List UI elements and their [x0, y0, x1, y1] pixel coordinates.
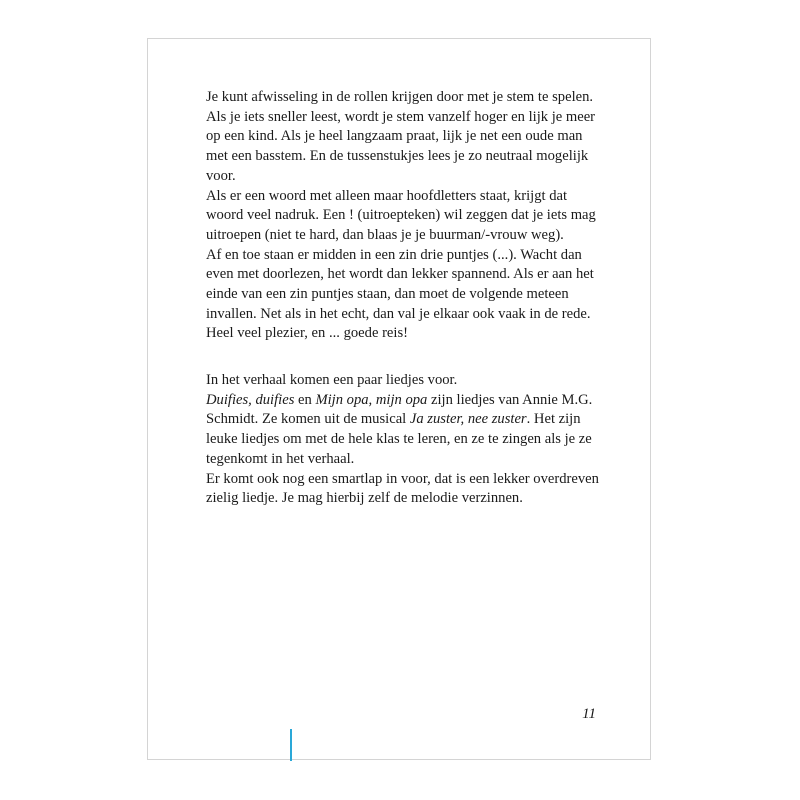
page-number: 11: [582, 706, 596, 722]
songs-connector-one: en: [294, 391, 316, 408]
paragraph-smartlap: Er komt ook nog een smartlap in voor, dat is een lekker overdreven zielig liedje. Je mag hierbij zelf de melodie verzinnen.: [206, 470, 599, 507]
paragraph-farewell: Heel veel plezier, en ... goede reis!: [206, 325, 409, 342]
songs-ending: . Het zijn leuke liedjes om met de hele klas te leren, en ze te zingen als je ze tegenkomt in het verhaal.: [206, 411, 592, 467]
paragraph-songs-intro: In het verhaal komen een paar liedjes voor.: [206, 372, 458, 388]
text-section-one: [206, 88, 606, 344]
paragraph-ellipsis: Af en toe staan er midden in een zin drie puntjes (...). Wacht dan even met doorlezen, het wordt dan lekker spannend. Als er aan het einde van een zin puntjes staan, dan moet de volgende meteen invallen. Net als in het echt, dan val je elkaar ook vaak in de rede.: [206, 246, 594, 322]
text-section-two: [206, 371, 606, 509]
musical-title: Ja zuster, nee zuster: [409, 411, 527, 428]
paragraph-voice-variation: Je kunt afwisseling in de rollen krijgen door met je stem te spelen. Als je iets sneller leest, wordt je stem vanzelf hoger en lijk je meer op een kind. Als je heel langzaam praat, lijk je net een oude man met een basstem. En de tussenstukjes lees je zo neutraal mogelijk voor.: [206, 89, 596, 184]
song-title-mijn-opa: Mijn opa, mijn opa: [315, 391, 428, 408]
song-title-duifies: Duifies, duifies: [206, 391, 295, 408]
paragraph-capital-letters: Als er een woord met alleen maar hoofdletters staat, krijgt dat woord veel nadruk. Een ! (uitroepteken) wil zeggen dat je iets mag uitroepen (niet te hard, dan blaas je je buurman/-vrouw weg).: [206, 187, 596, 243]
songs-connector-two: zijn liedjes van Annie M.G. Schmidt. Ze komen uit de musical: [206, 391, 593, 428]
accent-marker-line: [290, 729, 292, 761]
paragraph-songs: [206, 391, 606, 470]
